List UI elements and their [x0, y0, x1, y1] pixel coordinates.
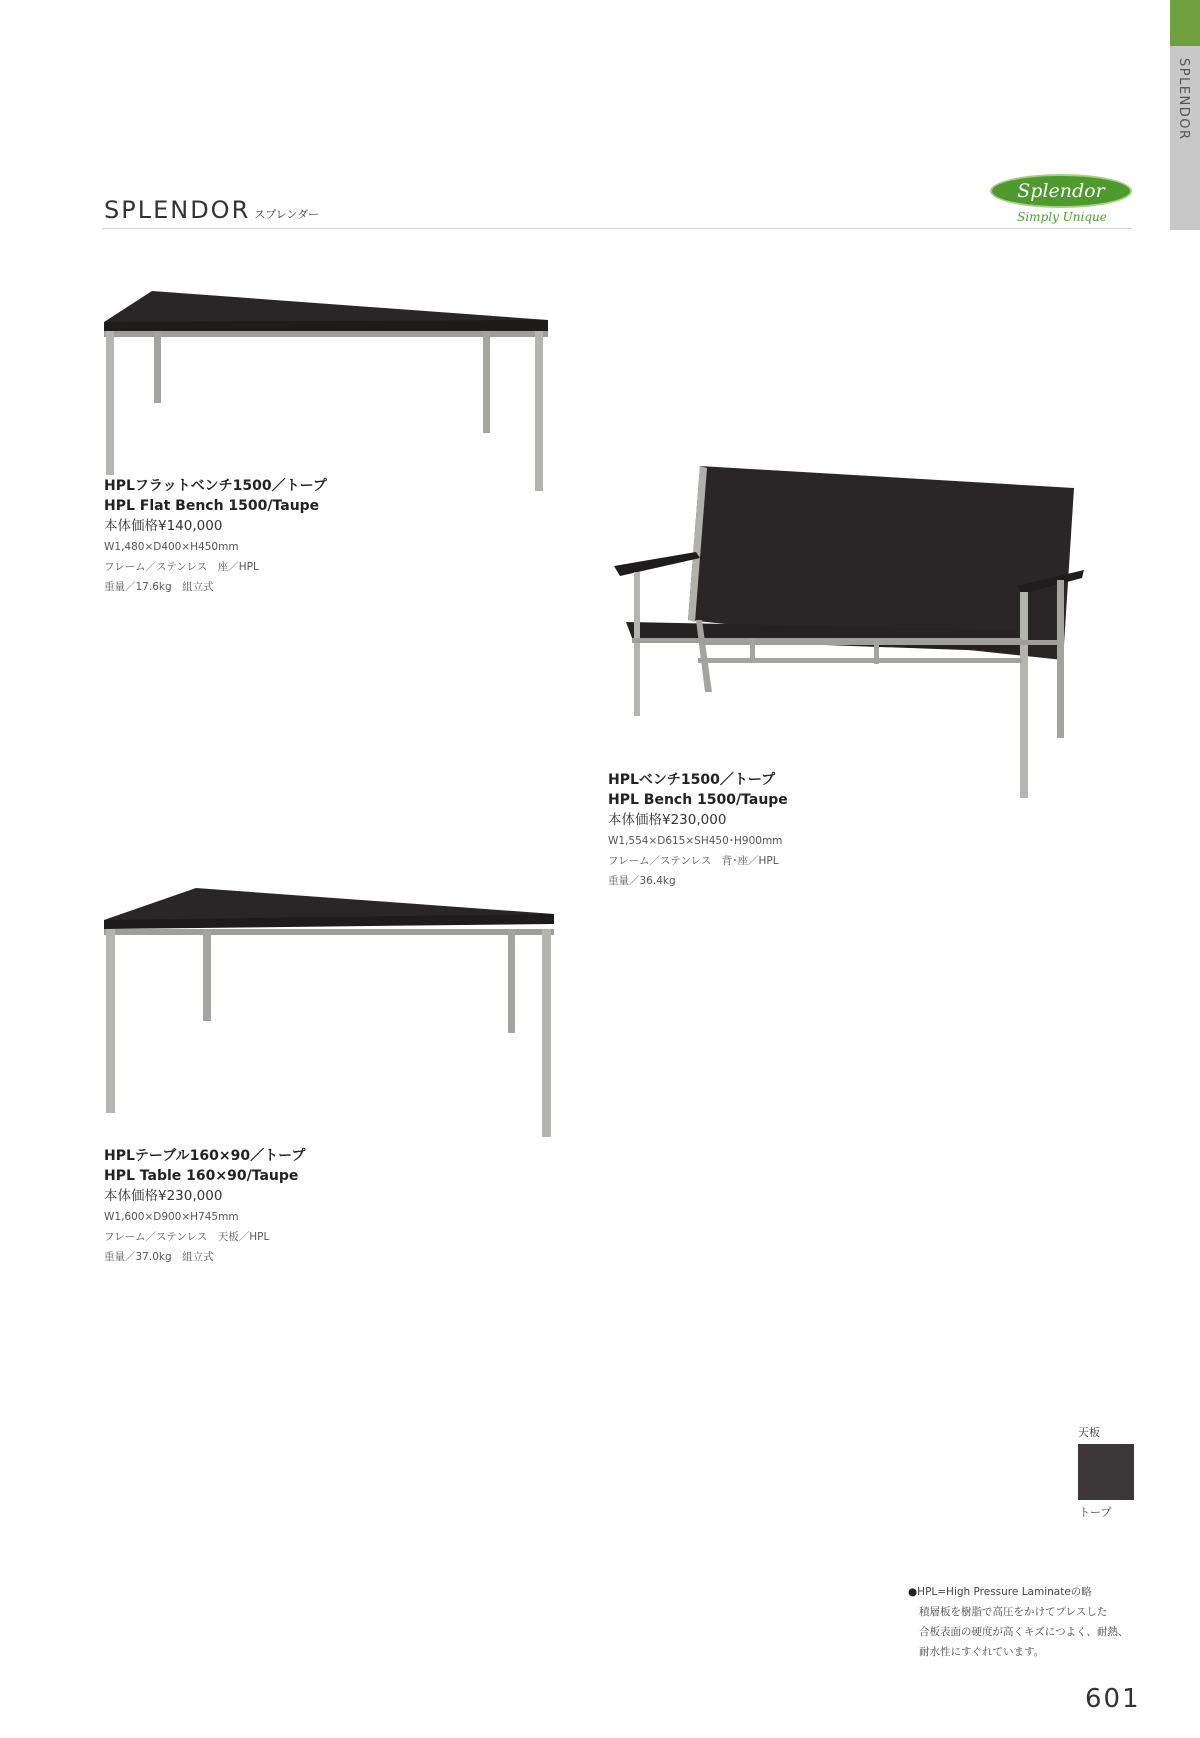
product-dimensions: W1,480×D400×H450mm	[104, 541, 239, 553]
bullet-icon: ●	[908, 1586, 918, 1598]
product-weight: 重量／37.0kg 組立式	[104, 1251, 214, 1263]
product-name-en: HPL Table 160×90/Taupe	[104, 1168, 299, 1184]
page-title	[104, 196, 319, 224]
table-image	[98, 884, 568, 1144]
swatch-top-label: 天板	[1078, 1426, 1100, 1439]
product-name-ja: HPLフラットベンチ1500／トープ	[104, 478, 327, 494]
header-divider	[102, 228, 1132, 229]
product-dimensions: W1,600×D900×H745mm	[104, 1211, 239, 1223]
taupe-color-swatch	[1078, 1444, 1134, 1500]
brand-logo	[990, 174, 1134, 230]
product-weight: 重量／17.6kg 組立式	[104, 581, 214, 593]
product-flat-bench	[104, 476, 327, 597]
swatch-color-label: トープ	[1079, 1506, 1112, 1519]
page-title-subtitle: スプレンダー	[254, 208, 320, 221]
bench-image	[604, 460, 1088, 802]
product-name-ja: HPLテーブル160×90／トープ	[104, 1148, 306, 1164]
footnote-line-3: 合板表面の硬度が高くキズにつよく、耐熱、	[919, 1626, 1129, 1638]
side-tab-label: SPLENDOR	[1176, 58, 1191, 141]
footnote-line-1: ●HPL=High Pressure Laminateの略	[908, 1586, 1092, 1598]
footnote-line-4: 耐水性にすぐれています。	[919, 1646, 1045, 1658]
brand-logo-tagline: Simply Unique	[1017, 210, 1107, 224]
product-name-en: HPL Flat Bench 1500/Taupe	[104, 498, 320, 514]
product-table	[104, 1146, 305, 1267]
side-tab-accent	[1170, 0, 1200, 46]
product-name-en: HPL Bench 1500/Taupe	[608, 792, 788, 808]
product-materials: フレーム／ステンレス 背･座／HPL	[608, 855, 779, 867]
flat-bench-image	[96, 286, 556, 496]
product-bench	[608, 770, 788, 891]
page-title-text: SPLENDOR	[104, 196, 251, 224]
product-price: 本体価格¥140,000	[104, 518, 223, 534]
product-name-ja: HPLベンチ1500／トープ	[608, 772, 776, 788]
product-dimensions: W1,554×D615×SH450･H900mm	[608, 835, 783, 847]
footnote-line-2: 積層板を樹脂で高圧をかけてプレスした	[919, 1606, 1108, 1618]
product-price: 本体価格¥230,000	[104, 1188, 223, 1204]
product-materials: フレーム／ステンレス 天板／HPL	[104, 1231, 270, 1243]
brand-logo-name: Splendor	[990, 174, 1132, 208]
hpl-footnote	[908, 1582, 1128, 1662]
page-number: 601	[1085, 1684, 1141, 1714]
side-tab	[1170, 0, 1200, 230]
product-weight: 重量／36.4kg	[608, 875, 676, 887]
product-price: 本体価格¥230,000	[608, 812, 727, 828]
product-materials: フレーム／ステンレス 座／HPL	[104, 561, 259, 573]
